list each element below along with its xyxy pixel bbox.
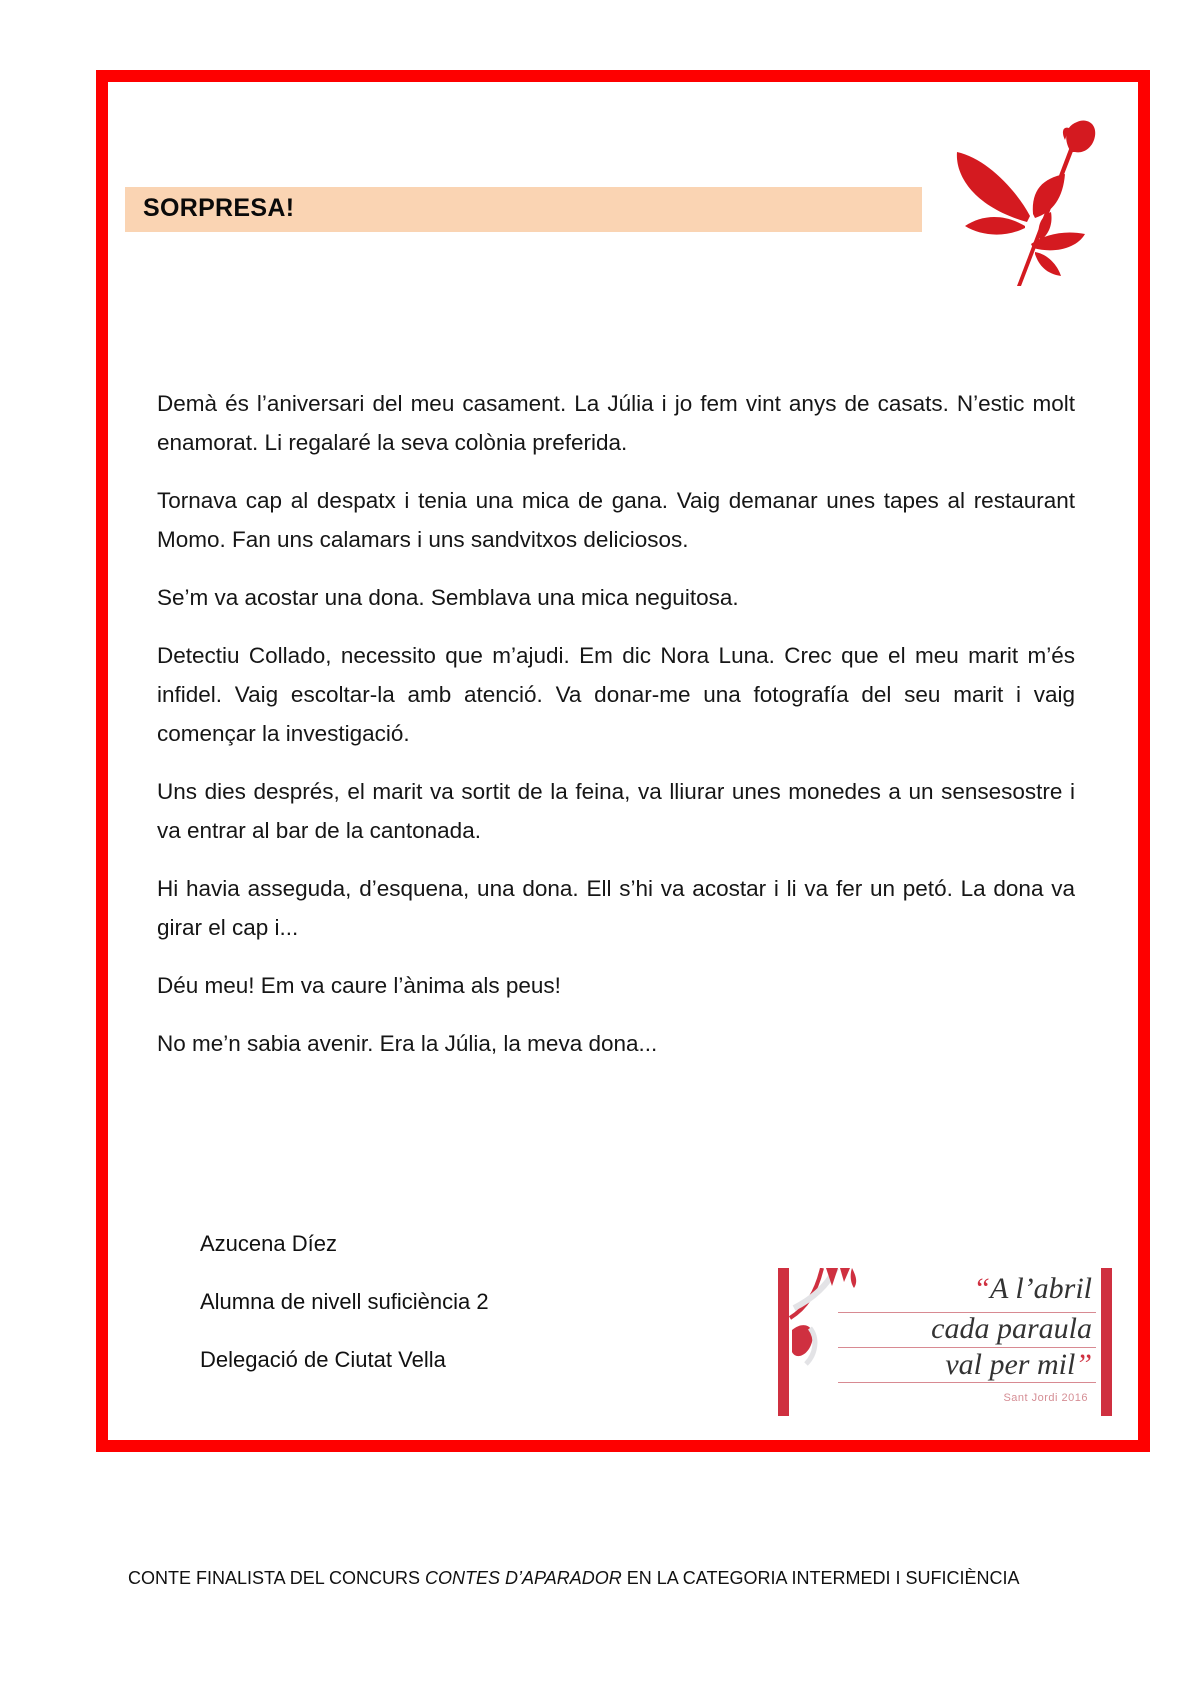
story-body <box>157 384 1075 1082</box>
story-paragraph: Déu meu! Em va caure l’ànima als peus! <box>157 973 561 998</box>
story-paragraph: Tornava cap al despatx i tenia una mica de gana. Vaig demanar unes tapes al restaurant Momo. Fan uns calamars i uns sandvitxos deliciosos. <box>157 488 1075 552</box>
footer-prefix: CONTE FINALISTA DEL CONCURS <box>128 1568 426 1588</box>
logo-quote-line-1: “A l’abril <box>973 1272 1092 1305</box>
story-paragraph: Detectiu Collado, necessito que m’ajudi. Em dic Nora Luna. Crec que el meu marit m’és infidel. Vaig escoltar-la amb atenció. Va donar-me una fotografía del seu marit i vaig començar la investigació. <box>157 643 1075 746</box>
logo-right-bar <box>1101 1268 1112 1416</box>
story-title: SORPRESA! <box>143 194 295 222</box>
story-paragraph: Demà és l’aniversari del meu casament. La Júlia i jo fem vint anys de casats. N’estic molt enamorat. Li regalaré la seva colònia preferida. <box>157 391 1075 455</box>
author-name: Azucena Díez <box>200 1231 337 1256</box>
rose-icon <box>935 118 1115 288</box>
title-banner <box>125 187 922 232</box>
story-paragraph: Uns dies després, el marit va sortit de la feina, va lliurar unes monedes a un sensesostre i va entrar al bar de la cantonada. <box>157 779 1075 843</box>
footer-note <box>128 1568 1019 1589</box>
footer-suffix: EN LA CATEGORIA INTERMEDI I SUFICIÈNCIA <box>621 1568 1020 1588</box>
branch-icon <box>786 1268 866 1388</box>
story-paragraph: No me’n sabia avenir. Era la Júlia, la meva dona... <box>157 1031 658 1056</box>
logo-quote-line-2: cada paraula <box>931 1312 1092 1345</box>
story-paragraph: Se’m va acostar una dona. Semblava una mica neguitosa. <box>157 585 739 610</box>
author-level: Alumna de nivell suficiència 2 <box>200 1289 489 1314</box>
contest-name: CONTES D’APARADOR <box>425 1568 622 1588</box>
logo-caption: Sant Jordi 2016 <box>1003 1392 1088 1404</box>
story-paragraph: Hi havia asseguda, d’esquena, una dona. Ell s’hi va acostar i li va fer un petó. La dona va girar el cap i... <box>157 876 1075 940</box>
logo-rule <box>838 1382 1096 1383</box>
author-delegation: Delegació de Ciutat Vella <box>200 1347 446 1372</box>
sant-jordi-logo <box>778 1268 1112 1416</box>
signature-block <box>200 1215 489 1389</box>
logo-quote-line-3: val per mil” <box>945 1348 1092 1381</box>
